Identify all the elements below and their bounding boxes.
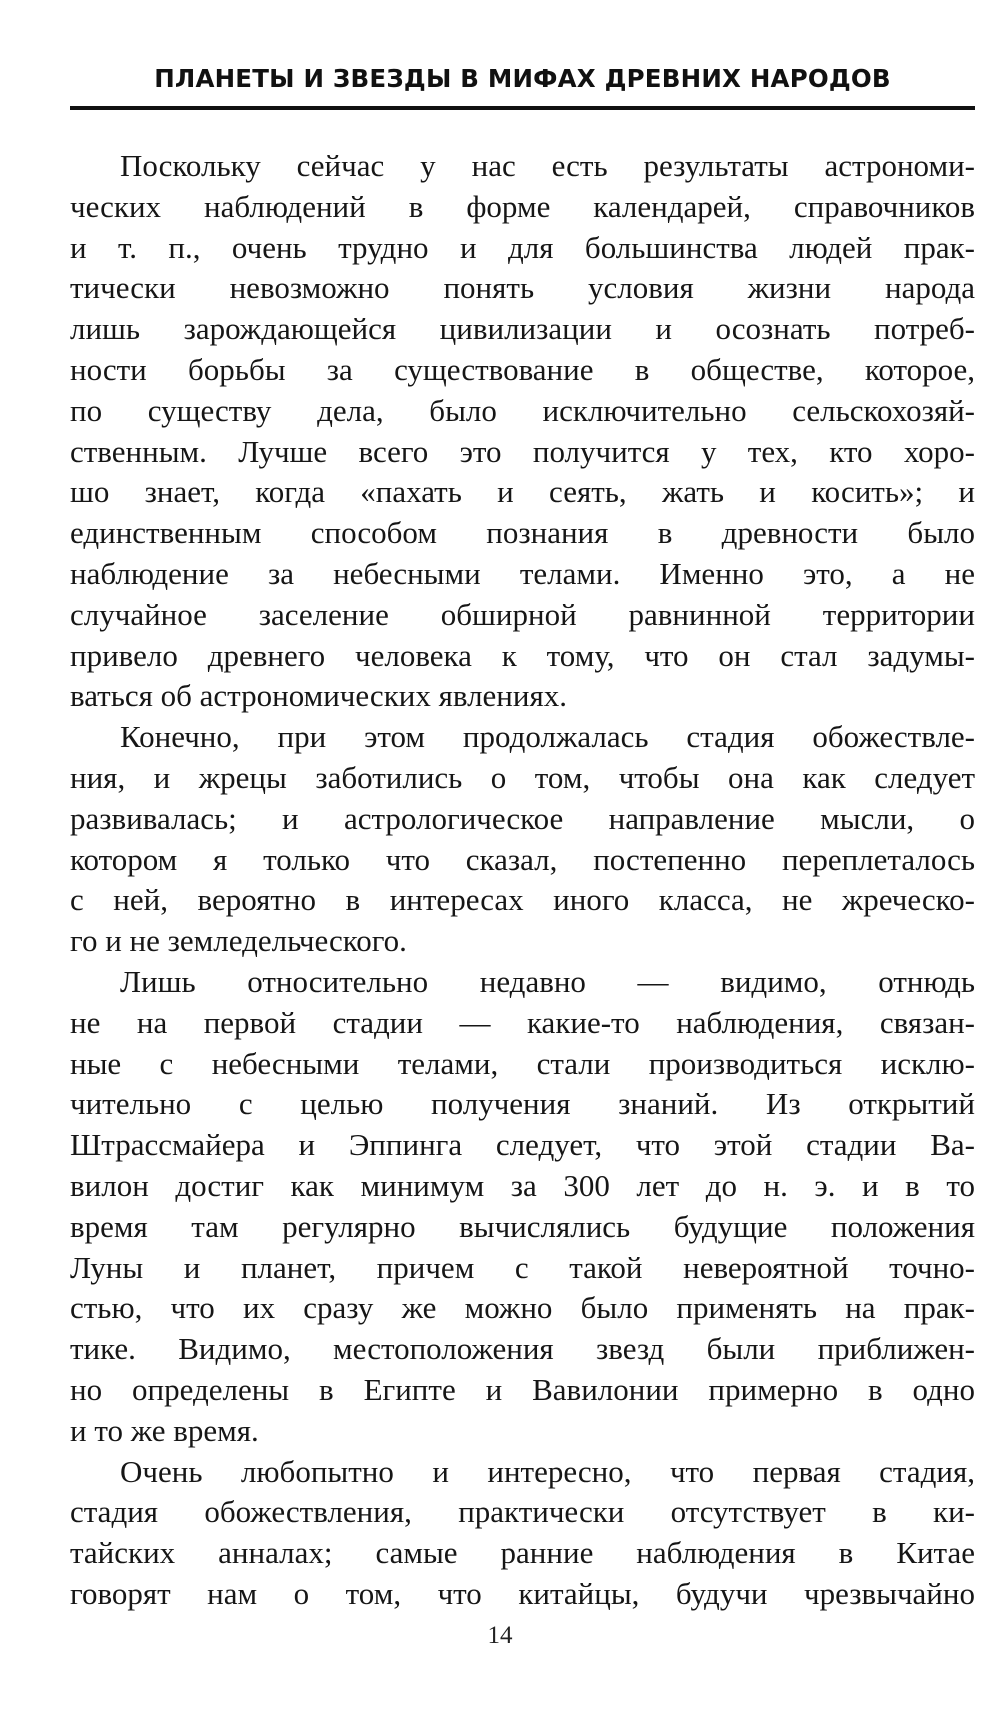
- text-line: развивалась; и астрологическое направление мысли, о: [70, 800, 975, 836]
- text-line: стью, что их сразу же можно было применять на прак-: [70, 1290, 975, 1326]
- header-rule: [70, 106, 975, 110]
- text-line: ственным. Лучше всего это получится у тех, кто хоро-: [70, 433, 975, 469]
- text-line: но определены в Египте и Вавилонии примерно в одно: [70, 1371, 975, 1407]
- text-line: вилон достиг как минимум за 300 лет до н. э. и в то: [70, 1167, 975, 1203]
- text-line: чительно с целью получения знаний. Из открытий: [70, 1086, 975, 1122]
- text-line: ния, и жрецы заботились о том, чтобы она как следует: [70, 759, 975, 795]
- text-line: тике. Видимо, местоположения звезд были приближен-: [70, 1331, 975, 1367]
- text-line: ваться об астрономических явлениях.: [70, 678, 567, 714]
- text-line: и т. п., очень трудно и для большинства людей прак-: [70, 229, 975, 265]
- text-line: привело древнего человека к тому, что он стал задумы-: [70, 637, 975, 673]
- paragraph: [70, 962, 975, 1452]
- text-line: тически невозможно понять условия жизни народа: [70, 270, 975, 306]
- body-text: [70, 146, 975, 1615]
- text-line: время там регулярно вычислялись будущие положения: [70, 1208, 975, 1244]
- text-line: го и не земледельческого.: [70, 923, 407, 959]
- text-line: шо знает, когда «пахать и сеять, жать и косить»; и: [70, 474, 975, 510]
- text-line: наблюдение за небесными телами. Именно это, а не: [70, 555, 975, 591]
- paragraph: [70, 146, 975, 717]
- paragraph: [70, 1452, 975, 1615]
- text-line: ческих наблюдений в форме календарей, справочников: [70, 188, 975, 224]
- text-line: Лишь относительно недавно — видимо, отнюдь: [120, 963, 975, 999]
- text-line: не на первой стадии — какие-то наблюдения, связан-: [70, 1004, 975, 1040]
- text-line: Поскольку сейчас у нас есть результаты астрономи-: [120, 148, 975, 183]
- text-line: Штрассмайера и Эппинга следует, что этой стадии Ва-: [70, 1127, 975, 1163]
- running-title: ПЛАНЕТЫ И ЗВЕЗДЫ В МИФАХ ДРЕВНИХ НАРОДОВ: [154, 64, 891, 93]
- text-line: ные с небесными телами, стали производиться исклю-: [70, 1045, 975, 1081]
- text-line: единственным способом познания в древности было: [70, 515, 975, 551]
- paragraph: [70, 717, 975, 962]
- text-line: Луны и планет, причем с такой невероятной точно-: [70, 1249, 975, 1285]
- text-line: говорят нам о том, что китайцы, будучи чрезвычайно: [70, 1575, 975, 1611]
- text-line: Конечно, при этом продолжалась стадия обожествле-: [120, 719, 975, 755]
- page-number: 14: [487, 1622, 513, 1649]
- text-line: ности борьбы за существование в обществе, которое,: [70, 351, 975, 387]
- text-line: случайное заселение обширной равнинной территории: [70, 596, 975, 632]
- text-line: котором я только что сказал, постепенно переплеталось: [70, 841, 975, 877]
- text-line: по существу дела, было исключительно сельскохозяй-: [70, 392, 975, 428]
- text-line: и то же время.: [70, 1412, 259, 1448]
- text-line: Очень любопытно и интересно, что первая стадия,: [120, 1453, 975, 1489]
- text-line: тайских анналах; самые ранние наблюдения в Китае: [70, 1535, 975, 1571]
- text-line: с ней, вероятно в интересах иного класса, не жреческо-: [70, 882, 975, 918]
- text-line: лишь зарождающейся цивилизации и осознать потреб-: [70, 311, 975, 347]
- text-line: стадия обожествления, практически отсутствует в ки-: [70, 1494, 975, 1530]
